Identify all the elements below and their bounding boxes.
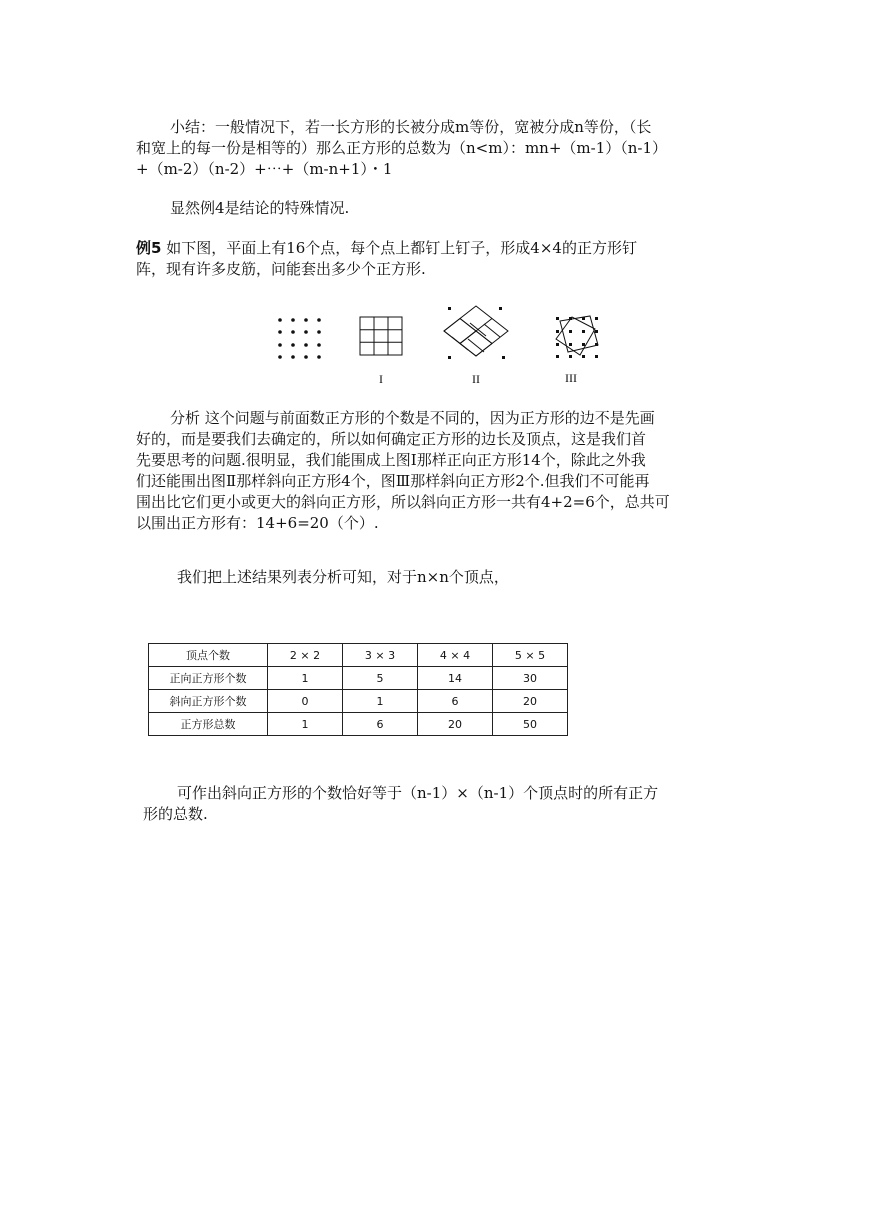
- note-paragraph: 显然例4是结论的特殊情况.: [170, 199, 350, 217]
- table-intro: 我们把上述结果列表分析可知，对于n×n个顶点，: [177, 568, 509, 586]
- table-cell: 斜向正方形个数: [149, 690, 268, 713]
- table-cell: 14: [418, 667, 493, 690]
- figure-1-grid: [360, 317, 402, 355]
- dot-grid-figure: [278, 318, 321, 359]
- analysis-line-2: 好的，而是要我们去确定的，所以如何确定正方形的边长及顶点，这是我们首: [136, 430, 647, 448]
- table-cell: 6: [343, 713, 418, 736]
- table-cell: 3 × 3: [343, 644, 418, 667]
- table-cell: 5: [343, 667, 418, 690]
- example5-text-1: 如下图，平面上有16个点，每个点上都钉上钉子，形成4×4的正方形钉: [161, 239, 637, 257]
- table-cell: 1: [268, 667, 343, 690]
- figure-illustrations: [0, 0, 869, 400]
- analysis-line-3: 先要思考的问题.很明显，我们能围成上图Ⅰ那样正向正方形14个，除此之外我: [136, 451, 646, 469]
- table-cell: 50: [493, 713, 568, 736]
- table-cell: 1: [343, 690, 418, 713]
- table-cell: 5 × 5: [493, 644, 568, 667]
- table-cell: 4 × 4: [418, 644, 493, 667]
- table-cell: 30: [493, 667, 568, 690]
- conclusion-line-2: 形的总数.: [143, 805, 208, 823]
- figure-2-corner-dots: [448, 307, 505, 359]
- analysis-line-4: 们还能围出图Ⅱ那样斜向正方形4个，图Ⅲ那样斜向正方形2个.但我们不可能再: [136, 472, 650, 490]
- example5-line-2: 阵，现有许多皮筋，问能套出多少个正方形.: [136, 260, 426, 278]
- analysis-line-5: 围出比它们更小或更大的斜向正方形，所以斜向正方形一共有4+2=6个，总共可: [136, 493, 670, 511]
- figure-label-1: I: [379, 372, 383, 386]
- table-cell: 0: [268, 690, 343, 713]
- table-cell: 正向正方形个数: [149, 667, 268, 690]
- figure-3-star-squares: [556, 316, 598, 355]
- table-cell: 6: [418, 690, 493, 713]
- table-cell: 正方形总数: [149, 713, 268, 736]
- results-table: [148, 643, 568, 736]
- table-cell: 20: [493, 690, 568, 713]
- figure-label-2: II: [472, 372, 480, 386]
- summary-line-3: +（m-2）（n-2）+⋯+（m-n+1）・1: [136, 160, 393, 178]
- summary-line-1: 小结：一般情况下，若一长方形的长被分成m等份，宽被分成n等份，（长: [170, 118, 652, 136]
- table-row: [149, 644, 568, 667]
- table-cell: 1: [268, 713, 343, 736]
- table-row: [149, 713, 568, 736]
- analysis-line-1: 分析 这个问题与前面数正方形的个数是不同的，因为正方形的边不是先画: [170, 409, 655, 427]
- table-row: [149, 667, 568, 690]
- summary-line-2: 和宽上的每一份是相等的）那么正方形的总数为（n<m）：mn+（m-1）（n-1）: [136, 139, 668, 157]
- analysis-line-6: 以围出正方形有：14+6=20（个）.: [136, 514, 379, 532]
- table-cell: 顶点个数: [149, 644, 268, 667]
- example5-label: 例5: [136, 239, 162, 257]
- conclusion-line-1: 可作出斜向正方形的个数恰好等于（n-1）×（n-1）个顶点时的所有正方: [177, 784, 659, 802]
- figure-2-tilted-squares: [444, 306, 508, 356]
- table-cell: 2 × 2: [268, 644, 343, 667]
- table-row: [149, 690, 568, 713]
- table-cell: 20: [418, 713, 493, 736]
- figure-label-3: III: [565, 371, 577, 385]
